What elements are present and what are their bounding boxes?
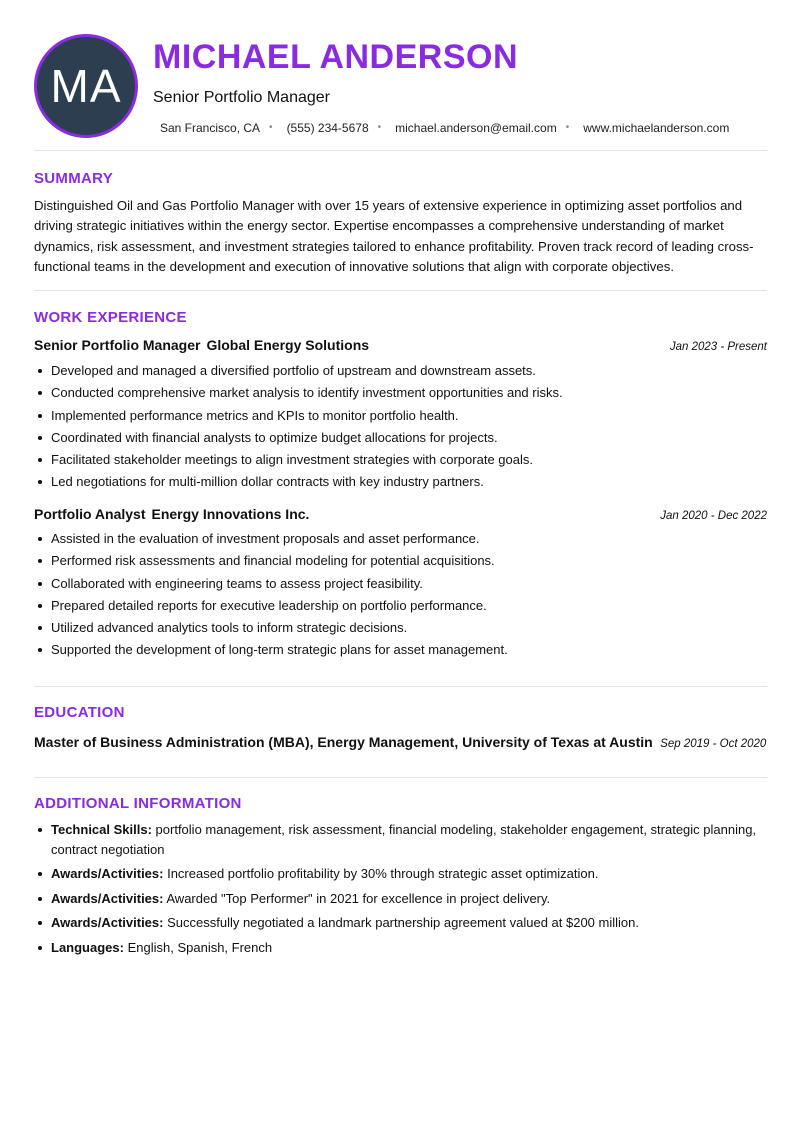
section-divider [34, 150, 767, 151]
item-text: portfolio management, risk assessment, financial modeling, stakeholder engagement, strategic planning, contract negotiation [51, 822, 757, 857]
list-item: Led negotiations for multi-million dollar contracts with key industry partners. [34, 471, 767, 493]
education-heading: EDUCATION [34, 704, 125, 721]
list-item [34, 913, 767, 933]
list-item [34, 889, 767, 909]
candidate-title: Senior Portfolio Manager [153, 89, 330, 106]
job-bullets [34, 528, 767, 662]
avatar-initials: MA [50, 60, 122, 112]
item-text: Increased portfolio profitability by 30% through strategic asset optimization. [167, 866, 599, 881]
item-label: Awards/Activities: [51, 866, 164, 881]
list-item: Supported the development of long-term strategic plans for asset management. [34, 639, 767, 661]
list-item: Collaborated with engineering teams to assess project feasibility. [34, 573, 767, 595]
candidate-name: MICHAEL ANDERSON [153, 38, 519, 76]
job-role: Portfolio Analyst [34, 506, 146, 522]
list-item: Performed risk assessments and financial modeling for potential acquisitions. [34, 550, 767, 572]
list-item [34, 820, 767, 859]
list-item: Prepared detailed reports for executive leadership on portfolio performance. [34, 595, 767, 617]
work-experience-heading: WORK EXPERIENCE [34, 309, 187, 326]
summary-text: Distinguished Oil and Gas Portfolio Manager with over 15 years of extensive experience in optimizing asset portfolios and driving strategic initiatives within the energy sector. Expertise encompasses a comprehensive understanding of market dynamics, risk assessment, and investment strategies tailored to enhance profitability. Proven track record of leading cross-functional teams in the development and execution of innovative solutions that align with corporate objectives. [34, 198, 754, 274]
education-degree: Master of Business Administration (MBA), Energy Management, University of Texas at Austin [34, 734, 653, 750]
item-text: Successfully negotiated a landmark partnership agreement valued at $200 million. [167, 915, 639, 930]
bullet-separator-icon: • [377, 122, 382, 133]
job-title-line [34, 337, 369, 353]
item-label: Awards/Activities: [51, 890, 164, 906]
avatar [34, 34, 138, 138]
additional-info-heading: ADDITIONAL INFORMATION [34, 795, 242, 812]
item-text: Awarded "Top Performer" in 2021 for excellence in project delivery. [166, 890, 551, 906]
job-title-line [34, 506, 309, 522]
section-divider [34, 686, 767, 687]
list-item [34, 938, 767, 958]
additional-info-list [34, 820, 767, 962]
contact-website[interactable]: www.michaelanderson.com [583, 121, 730, 135]
job-dates: Jan 2020 - Dec 2022 [660, 510, 767, 522]
bullet-separator-icon: • [565, 122, 570, 133]
bullet-separator-icon: • [269, 122, 273, 133]
item-text: English, Spanish, French [127, 939, 273, 955]
list-item: Implemented performance metrics and KPIs to monitor portfolio health. [34, 405, 767, 427]
education-entry [34, 733, 774, 753]
job-header [34, 337, 767, 353]
summary-heading: SUMMARY [34, 170, 114, 187]
section-divider [34, 777, 767, 778]
item-label: Languages: [51, 939, 124, 955]
item-label: Technical Skills: [51, 822, 152, 837]
list-item: Facilitated stakeholder meetings to align investment strategies with corporate goals. [34, 449, 767, 471]
job-bullets [34, 360, 767, 494]
contact-line [160, 120, 729, 136]
list-item: Assisted in the evaluation of investment proposals and asset performance. [34, 528, 767, 550]
list-item: Conducted comprehensive market analysis to identify investment opportunities and risks. [34, 382, 767, 404]
job-company: Energy Innovations Inc. [151, 506, 310, 522]
job-role: Senior Portfolio Manager [34, 337, 201, 353]
contact-location: San Francisco, CA [160, 121, 261, 135]
job-company: Global Energy Solutions [206, 337, 370, 353]
job-dates: Jan 2023 - Present [669, 341, 767, 353]
list-item: Utilized advanced analytics tools to inform strategic decisions. [34, 617, 767, 639]
list-item: Developed and managed a diversified portfolio of upstream and downstream assets. [34, 360, 767, 382]
education-dates: Sep 2019 - Oct 2020 [660, 738, 767, 750]
item-label: Awards/Activities: [51, 915, 164, 930]
contact-phone: (555) 234-5678 [286, 121, 369, 135]
list-item: Coordinated with financial analysts to optimize budget allocations for projects. [34, 427, 767, 449]
list-item [34, 864, 767, 884]
section-divider [34, 290, 767, 291]
contact-email[interactable]: michael.anderson@email.com [395, 121, 557, 135]
job-header [34, 506, 767, 522]
